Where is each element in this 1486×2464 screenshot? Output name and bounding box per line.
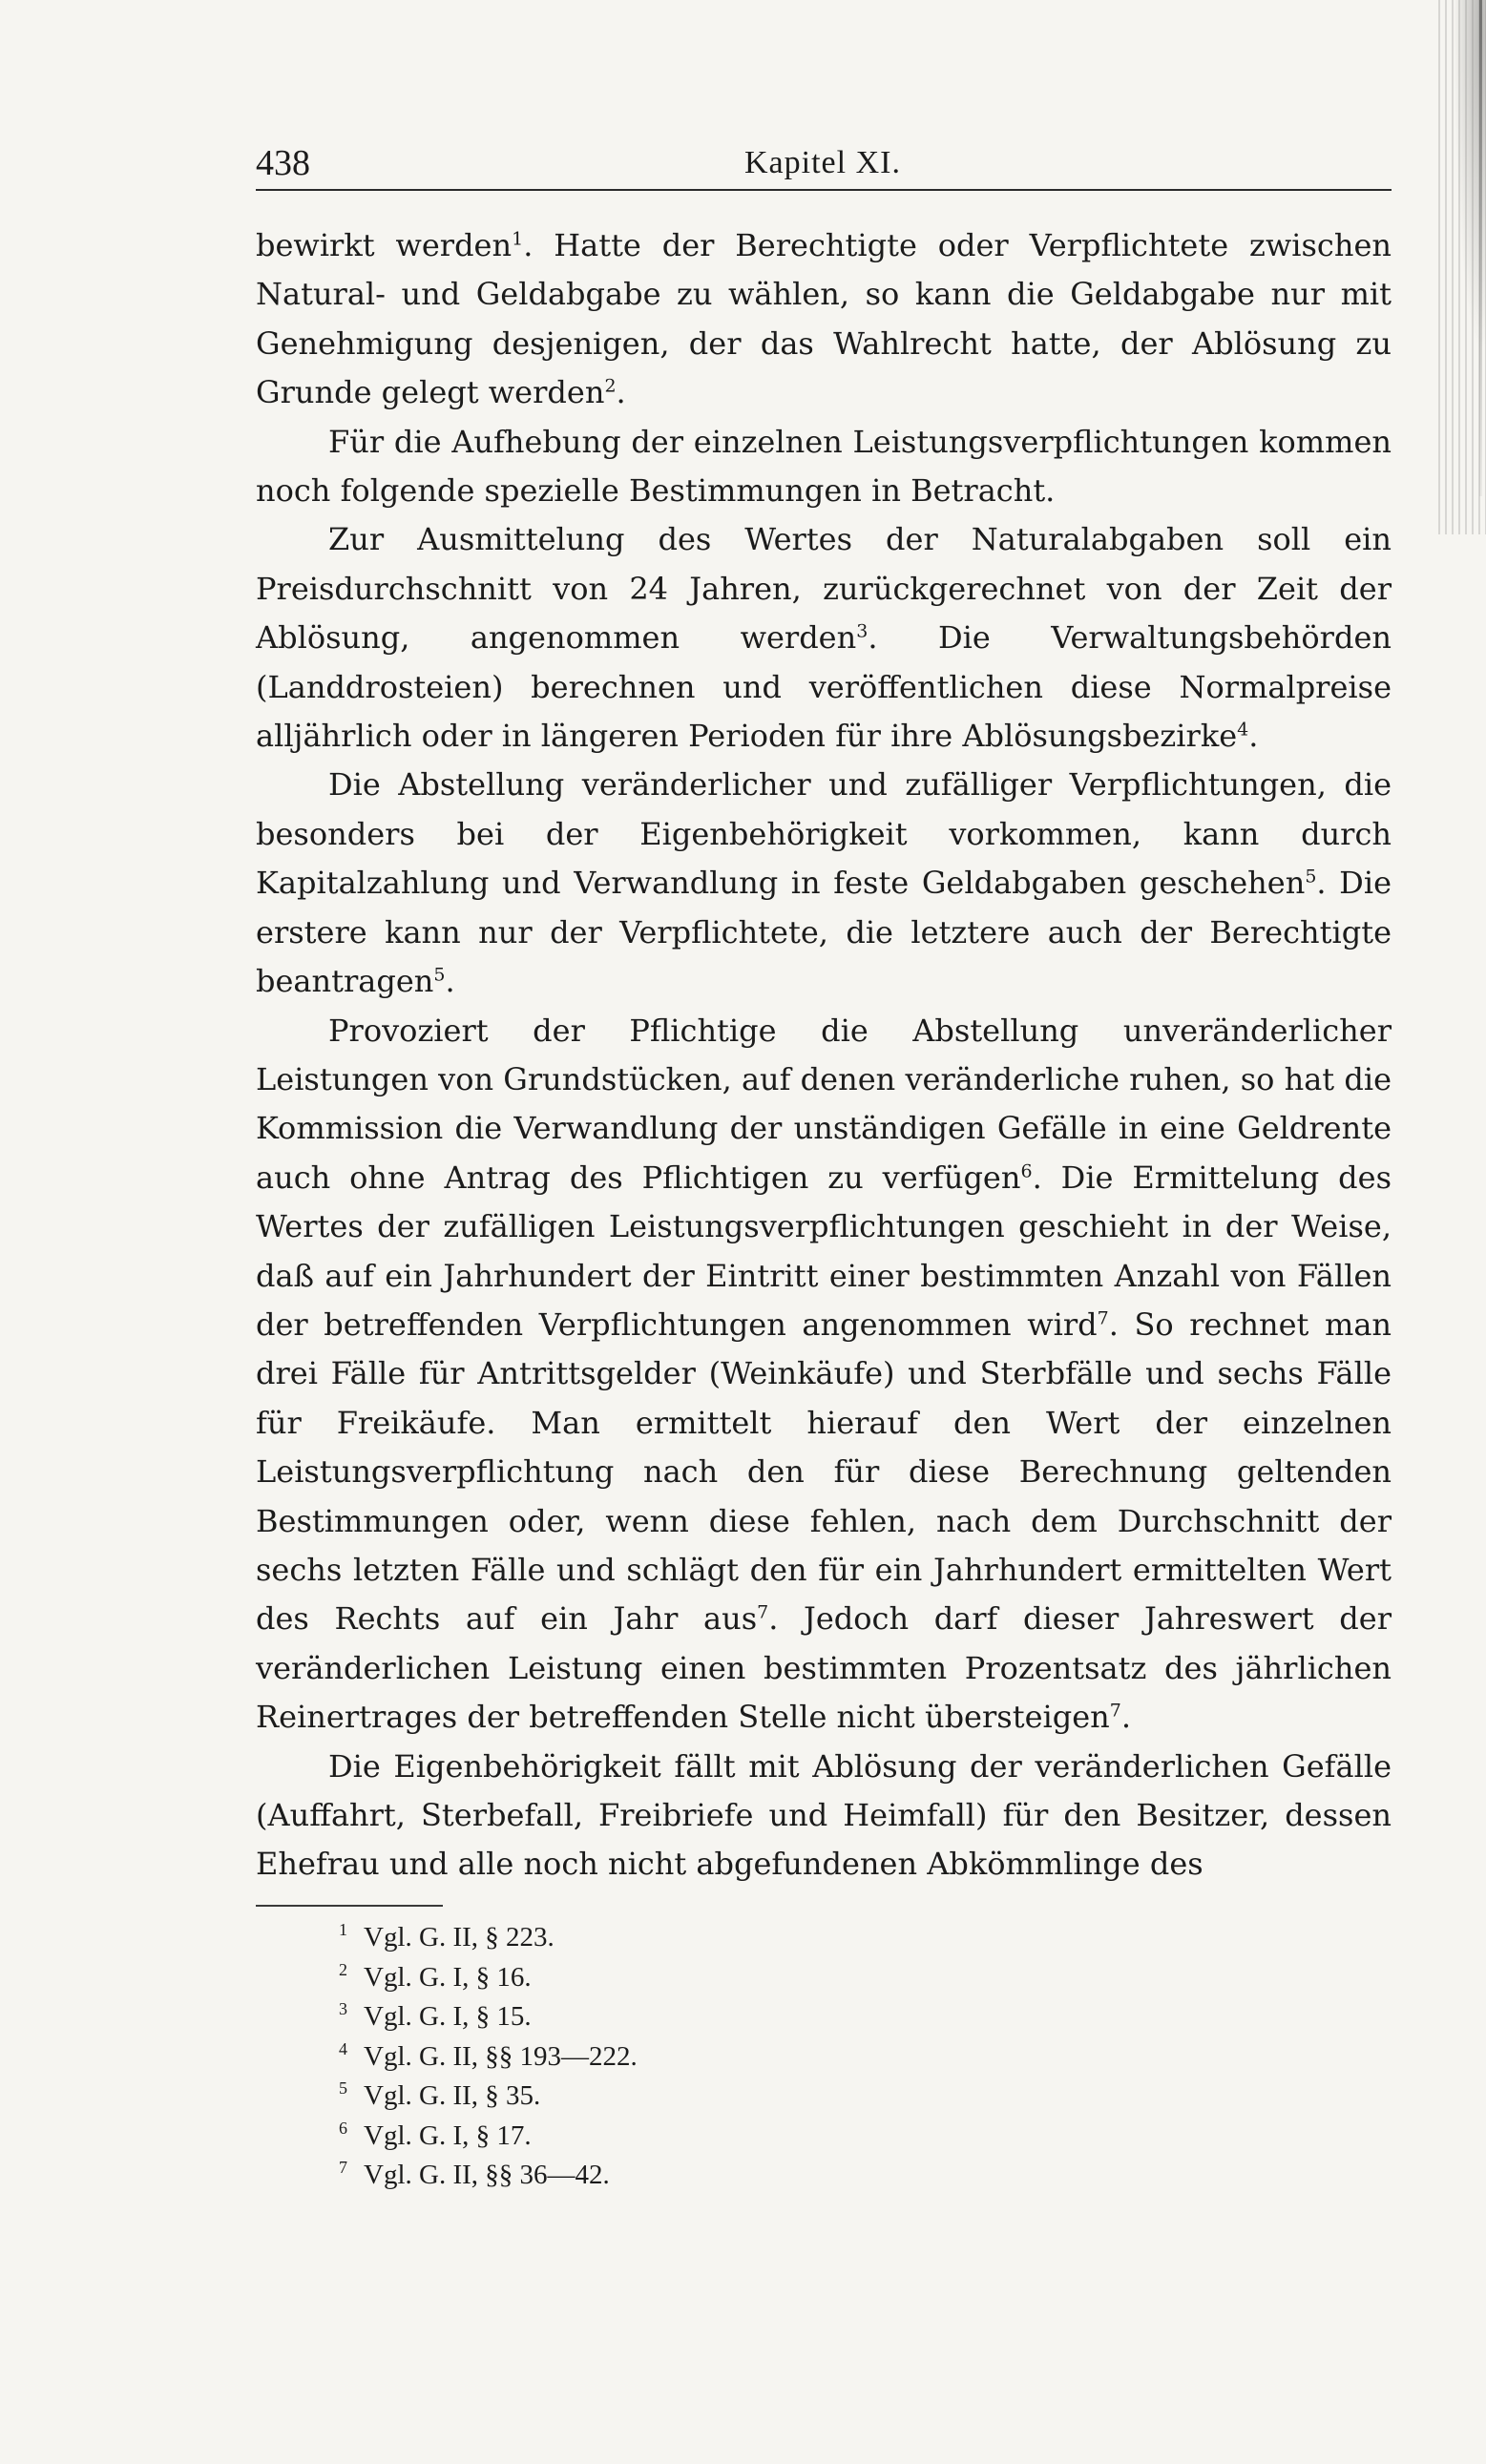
footnote-mark: 7 [339,2158,347,2177]
paragraph-text: . Jedoch darf dieser Jahreswert der veränderlichen Leistung einen bestimmten Prozentsatz des jährlichen Reinertrages der betreffenden Stelle nicht übersteigen [256,1600,1392,1736]
footnote [339,1918,1198,1958]
footnote [339,1997,1198,2037]
footnote-rule [256,1905,443,1907]
paragraph-text: . Die Verwaltungsbehörden (Landdrosteien) berechnen und veröffentlichen diese Normalpreise alljährlich oder in längeren Perioden für ihre Ablösungsbezirke [256,619,1392,755]
paragraph [256,221,1392,418]
footnote [339,2117,1198,2157]
footnote-text: Vgl. G. I, § 15. [364,2001,532,2032]
footnote-reference: 1 [512,228,524,250]
running-head: Kapitel XI. [744,145,901,180]
page-number: 438 [256,143,310,183]
paragraph-text: Die Abstellung veränderlicher und zufälliger Verpflichtungen, die besonders bei der Eigenbehörigkeit vorkommen, kann durch Kapitalzahlung und Verwandlung in feste Geldabgaben geschehen [256,766,1392,902]
paragraph-text: Für die Aufhebung der einzelnen Leistungsverpflichtungen kommen noch folgende spezielle Bestimmungen in Betracht. [256,423,1392,510]
paragraph-text: . So rechnet man drei Fälle für Antrittsgelder (Weinkäufe) und Sterbfälle und sechs Fälle für Freikäufe. Man ermittelt hierauf den Wert der einzelnen Leistungsverpflichtung nach den für diese Berechnung geltenden Bestimmungen oder, wenn diese fehlen, nach dem Durchschnitt der sechs letzten Fälle und schlägt den für ein Jahrhundert ermittelten Wert des Rechts auf ein Jahr aus [256,1305,1392,1638]
header-rule [256,189,1392,191]
footnote-reference: 6 [1020,1160,1033,1182]
page-header [256,141,1392,185]
footnote-reference: 5 [1305,866,1317,887]
footnote [339,2037,1198,2078]
paragraph [256,761,1392,1006]
scan-edge-shadow [1479,0,1482,496]
paragraph-text: . [616,374,626,411]
footnote [339,2077,1198,2117]
paragraph [256,418,1392,516]
paragraph-text: . [445,963,455,1000]
footnote-text: Vgl. G. II, § 223. [364,1922,555,1952]
paragraph [256,1743,1392,1890]
footnote-mark: 3 [339,1999,347,2018]
paragraph-text: . Die erstere kann nur der Verpflichtete, die letztere auch der Berechtigte beantragen [256,865,1392,1000]
footnote-text: Vgl. G. I, § 16. [364,1961,532,1993]
paragraph-text: Provoziert der Pflichtige die Abstellung unveränderlicher Leistungen von Grundstücken, auf denen veränderliche ruhen, so hat die Kommission die Verwandlung der unständigen Gefälle in eine Geldrente auch ohne Antrag des Pflichtigen zu verfügen [256,1012,1392,1196]
footnote-mark: 2 [339,1959,347,1979]
footnote [339,1958,1198,1998]
footnote-mark: 4 [339,2038,347,2058]
footnote-text: Vgl. G. II, §§ 193—222. [364,2040,638,2072]
paragraph-text: . [1248,718,1259,755]
paragraph-text: Zur Ausmittelung des Wertes der Naturalabgaben soll ein Preisdurchschnitt von 24 Jahren, zurückgerechnet von der Zeit der Ablösung, angenommen werden [256,521,1392,657]
footnote-reference: 4 [1237,719,1249,741]
main-text [256,221,1392,1890]
footnote [339,2156,1198,2196]
footnote-text: Vgl. G. II, § 35. [364,2080,541,2111]
footnote-text: Vgl. G. I, § 17. [364,2119,532,2151]
footnotes [339,1918,1198,2196]
paragraph-text: . Hatte der Berechtigte oder Verpflichtete zwischen Natural- und Geldabgabe zu wählen, so kann die Geldabgabe nur mit Genehmigung desjenigen, der das Wahlrecht hatte, der Ablösung zu Grunde gelegt werden [256,227,1392,411]
paragraph-text: . [1120,1699,1132,1736]
footnote-reference: 7 [1109,1700,1121,1722]
footnote-reference: 7 [1097,1307,1109,1329]
footnote-mark: 6 [339,2118,347,2138]
footnote-reference: 3 [856,620,869,642]
footnote-reference: 5 [433,964,446,986]
footnote-reference: 7 [757,1601,769,1623]
footnote-mark: 1 [339,1920,347,1939]
footnote-reference: 2 [604,375,617,397]
paragraph-text: bewirkt werden [256,227,513,263]
footnote-mark: 5 [339,2078,347,2098]
paragraph-text: . Die Ermittelung des Wertes der zufälligen Leistungsverpflichtungen geschieht in der Weise, daß auf ein Jahrhundert der Eintritt einer bestimmten Anzahl von Fällen der betreffenden Verpflichtungen angenommen wird [256,1159,1392,1343]
paragraph [256,515,1392,761]
paragraph [256,1007,1392,1743]
paragraph-text: Die Eigenbehörigkeit fällt mit Ablösung der veränderlichen Gefälle (Auffahrt, Sterbefall, Freibriefe und Heimfall) für den Besitzer, dessen Ehefrau und alle noch nicht abgefundenen Abkömmlinge des [256,1747,1392,1883]
footnote-text: Vgl. G. II, §§ 36—42. [364,2160,610,2190]
